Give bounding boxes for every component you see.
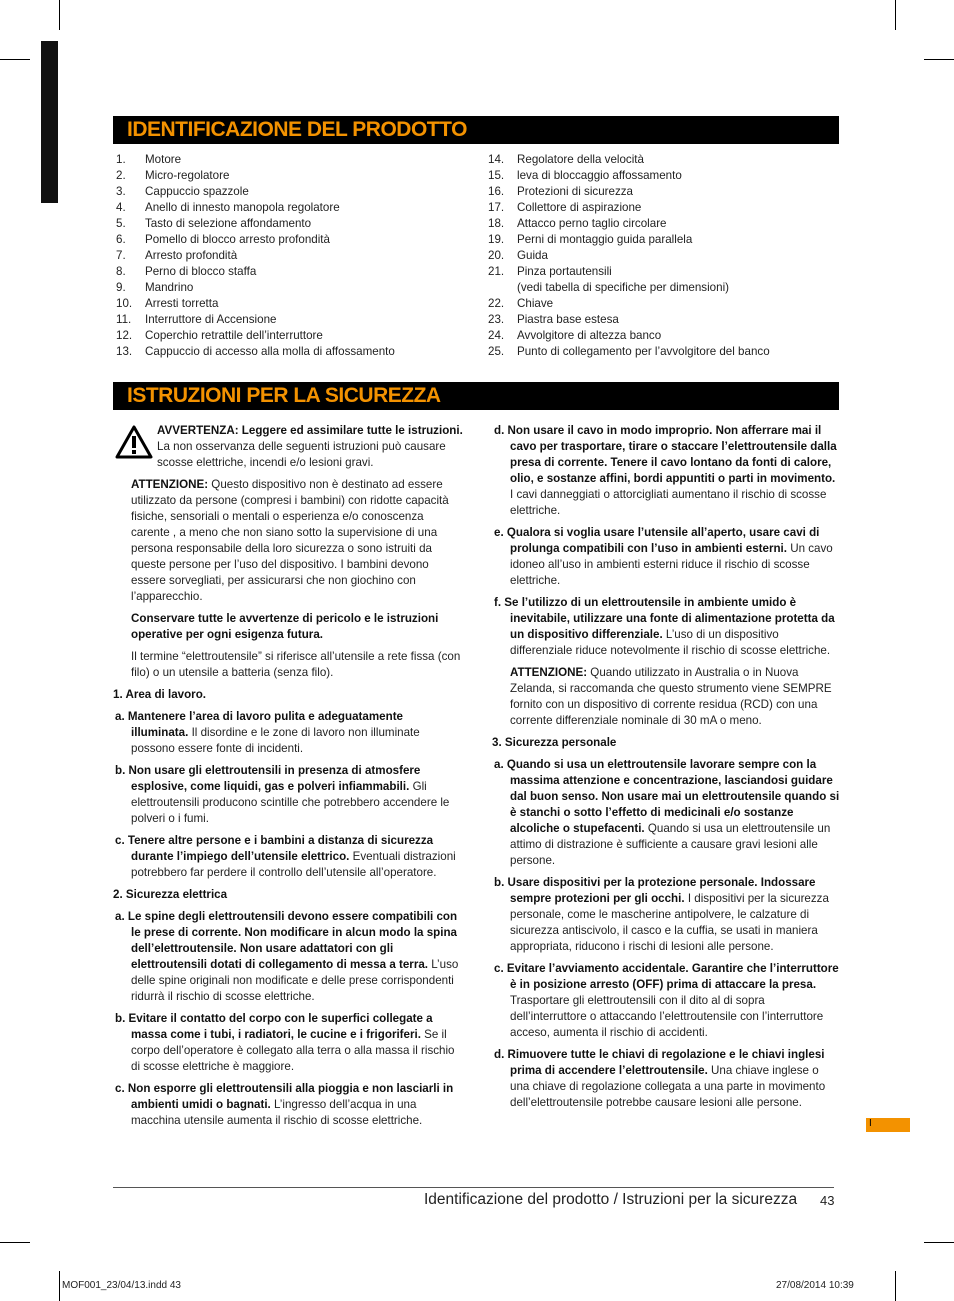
parts-list-item xyxy=(488,216,838,232)
heading-electrical-safety: 2. Sicurezza elettrica xyxy=(113,888,228,901)
parts-list-item xyxy=(488,328,838,344)
item-number: 10. xyxy=(116,297,133,310)
parts-list-left xyxy=(116,152,476,360)
item-3d: d. Rimuovere tutte le chiavi di regolazione e le chiavi inglesi prima di accendere l’elettroutensile. Una chiave inglese o una chiave di regolazione collegata a una parte in movimento dell’elettroutensile potrebbe causare lesioni alle persone. xyxy=(494,1048,826,1109)
item-2f: f. Se l’utilizzo di un elettroutensile in ambiente umido è inevitabile, utilizzare una fonte di alimentazione protetta da un dispositivo differenziale. L’uso di un dispositivo differenziale riduce notevolmente il rischio di scosse elettriche. xyxy=(494,596,835,657)
item-number: 19. xyxy=(488,233,505,246)
item-2a: a. Le spine degli elettroutensili devono essere compatibili con le prese di corrente. Non modificare in alcun modo la spina dell’elettroutensile. Non usare adattatori con gli elettroutensili dotati di collegamento di messa a terra. L’uso delle spine originali non modificate e delle prese corrispondenti ridurrà il rischio di scosse elettriche. xyxy=(115,910,459,1003)
crop-mark xyxy=(895,1271,896,1301)
parts-list-item xyxy=(488,296,838,312)
parts-list-item xyxy=(488,168,838,184)
item-number: 5. xyxy=(116,217,126,230)
parts-list-item xyxy=(116,312,476,328)
parts-list-item xyxy=(116,344,476,360)
item-label: Arresto profondità xyxy=(145,249,238,262)
item-2d: d. Non usare il cavo in modo improprio. Non afferrare mai il cavo per trasportare, tirare o staccare l’elettroutensile dalla presa di corrente. Tenere il cavo lontano da fonti di calore, olio, e sostanze affini, bordi appuntiti o parti in movimento. I cavi danneggiati o attorcigliati aumentano il rischio di scosse elettriche. xyxy=(494,424,837,517)
item-2b: b. Evitare il contatto del corpo con le superfici collegate a massa come i tubi, i radiatori, le cucine e i frigoriferi. Se il corpo dell’operatore è collegato alla terra o alla massa il rischio di scosse elettriche è maggiore. xyxy=(115,1012,455,1073)
item-number: 23. xyxy=(488,313,505,326)
section-header-safety xyxy=(113,382,839,410)
crop-mark xyxy=(924,59,954,60)
attention-rcd: ATTENZIONE: Quando utilizzato in Australia o in Nuova Zelanda, si raccomanda che questo strumento viene SEMPRE fornito con un dispositivo di corrente residua (RCD) con una corrente differenziale nominale di 30 mA o meno. xyxy=(510,666,832,727)
item-number: 8. xyxy=(116,265,126,278)
parts-list-right xyxy=(488,152,838,360)
item-3c: c. Evitare l’avviamento accidentale. Garantire che l’interruttore è in posizione arresto (OFF) prima di attaccare la presa. Trasportare gli elettroutensili con il dito al di sopra dell’interruttore o attaccando l’elettroutensile con l’interruttore acceso, aumenta il rischio di accidenti. xyxy=(494,962,839,1039)
item-number: 16. xyxy=(488,185,505,198)
item-label: leva di bloccaggio affossamento xyxy=(517,169,682,182)
item-number xyxy=(488,280,517,296)
item-label: Attacco perno taglio circolare xyxy=(517,217,667,230)
parts-list-item xyxy=(116,296,476,312)
item-label: Regolatore della velocità xyxy=(517,153,644,166)
item-number: 21. xyxy=(488,265,505,278)
section-header-identification xyxy=(113,116,839,144)
item-label: Micro-regolatore xyxy=(145,169,230,182)
parts-list-item xyxy=(488,184,838,200)
item-label: Anello di innesto manopola regolatore xyxy=(145,201,340,214)
item-2e: e. Qualora si voglia usare l’utensile all’aperto, usare cavi di prolunga compatibili con l’uso in ambienti esterni. Un cavo idoneo all’uso in ambienti esterni riduce il rischio di scosse elettriche. xyxy=(494,526,833,587)
item-1a: a. Mantenere l’area di lavoro pulita e adeguatamente illuminata. Il disordine e le zone di lavoro non illuminate possono essere fonte di incidenti. xyxy=(115,710,420,755)
parts-list-item xyxy=(116,232,476,248)
parts-list-item xyxy=(116,248,476,264)
item-label: Guida xyxy=(517,249,548,262)
language-tab: I xyxy=(866,1118,910,1132)
parts-list-item xyxy=(488,232,838,248)
section-title: IDENTIFICAZIONE DEL PRODOTTO xyxy=(127,118,467,141)
item-number: 6. xyxy=(116,233,126,246)
item-number: 17. xyxy=(488,201,505,214)
item-1b: b. Non usare gli elettroutensili in presenza di atmosfere esplosive, come liquidi, gas e polveri infiammabili. Gli elettroutensili producono scintille che potrebbero accendere le polveri o i fumi. xyxy=(115,764,450,825)
item-label: Pinza portautensili xyxy=(517,265,612,278)
warning-paragraph: AVVERTENZA: Leggere ed assimilare tutte le istruzioni. La non osservanza delle seguenti istruzioni può causare scosse elettriche, incendi e/o lesioni gravi. xyxy=(157,424,463,469)
item-label: Punto di collegamento per l’avvolgitore del banco xyxy=(517,345,770,358)
attention-paragraph: ATTENZIONE: Questo dispositivo non è destinato ad essere utilizzato da persone (compresi i bambini) con ridotte capacità fisiche, sensoriali o mentali o esperienza e/o conoscenza carente , a meno che non siano sotto la supervisione di una persona responsabile della loro sicurezza o sono istruiti da queste persone per l’uso del dispositivo. I bambini devono essere sorvegliati, per assicurarsi che non giochino con l’apparecchio. xyxy=(131,478,449,603)
safety-column-left xyxy=(113,423,463,1135)
item-number: 25. xyxy=(488,345,505,358)
parts-list-item xyxy=(488,312,838,328)
item-label: Arresti torretta xyxy=(145,297,219,310)
item-number: 22. xyxy=(488,297,505,310)
item-number: 13. xyxy=(116,345,133,358)
crop-mark xyxy=(924,1242,954,1243)
parts-list-item xyxy=(116,184,476,200)
item-number: 9. xyxy=(116,281,126,294)
keep-instructions: Conservare tutte le avvertenze di pericolo e le istruzioni operative per ogni esigenza futura. xyxy=(131,612,439,641)
item-number: 3. xyxy=(116,185,126,198)
parts-list-item xyxy=(488,200,838,216)
item-label: Collettore di aspirazione xyxy=(517,201,642,214)
item-number: 11. xyxy=(116,313,132,326)
item-number: 15. xyxy=(488,169,505,182)
item-number: 18. xyxy=(488,217,505,230)
footer-title: Identificazione del prodotto / Istruzioni per la sicurezza xyxy=(424,1191,798,1208)
item-label: Piastra base estesa xyxy=(517,313,619,326)
parts-list-item xyxy=(488,344,838,360)
parts-list-item xyxy=(116,216,476,232)
crop-mark xyxy=(895,0,896,30)
item-2c: c. Non esporre gli elettroutensili alla pioggia e non lasciarli in ambienti umidi o bagnati. L’ingresso dell’acqua in una macchina utensile aumenta il rischio di scosse elettriche. xyxy=(115,1082,454,1127)
item-number: 20. xyxy=(488,249,505,262)
parts-list-item xyxy=(488,264,838,280)
item-3a: a. Quando si usa un elettroutensile lavorare sempre con la massima attenzione e concentrazione, lasciandosi guidare dal buon senso. Non usare mai un elettroutensile quando si è stanchi o sotto l’effetto di medicinali e/o sostanze alcoliche o stupefacenti. Quando si usa un elettroutensile un attimo di distrazione è sufficiente a causare gravi lesioni alle persone. xyxy=(494,758,840,867)
item-1c: c. Tenere altre persone e i bambini a distanza di sicurezza durante l’impiego dell’utensile elettrico. Eventuali distrazioni potrebbero far perdere il controllo dell’utensile all’operatore. xyxy=(115,834,456,879)
item-number: 12. xyxy=(116,329,133,342)
item-number: 7. xyxy=(116,249,126,262)
item-label: Avvolgitore di altezza banco xyxy=(517,329,662,342)
crop-mark xyxy=(0,1242,30,1243)
slug-date-time: 27/08/2014 10:39 xyxy=(776,1280,854,1291)
item-label: Protezioni di sicurezza xyxy=(517,185,633,198)
heading-work-area: 1. Area di lavoro. xyxy=(113,688,206,701)
item-label: Perni di montaggio guida parallela xyxy=(517,233,693,246)
parts-list-item xyxy=(488,248,838,264)
item-label: Perno di blocco staffa xyxy=(145,265,257,278)
parts-list-item xyxy=(116,328,476,344)
safety-column-right xyxy=(492,423,840,1117)
item-label: Tasto di selezione affondamento xyxy=(145,217,312,230)
item-label: Motore xyxy=(145,153,182,166)
item-number: 2. xyxy=(116,169,126,182)
term-definition: Il termine “elettroutensile” si riferisce all’utensile a rete fissa (con filo) o un utensile a batteria (senza filo). xyxy=(131,650,461,679)
item-label: Interruttore di Accensione xyxy=(145,313,277,326)
crop-mark xyxy=(0,59,30,60)
item-label: Cappuccio spazzole xyxy=(145,185,249,198)
parts-list-item xyxy=(116,280,476,296)
item-number: 14. xyxy=(488,153,505,166)
page-number: 43 xyxy=(820,1193,835,1208)
item-label: Cappuccio di accesso alla molla di affossamento xyxy=(145,345,395,358)
parts-list-item xyxy=(116,152,476,168)
crop-mark xyxy=(59,1271,60,1301)
crop-mark xyxy=(59,0,60,30)
item-label: Mandrino xyxy=(145,281,194,294)
item-3b: b. Usare dispositivi per la protezione personale. Indossare sempre protezioni per gli occhi. I dispositivi per la sicurezza personale, come le mascherine antipolvere, le calzature di sicurezza antiscivolo, il casco e la cuffia, se usati in maniera appropriata, riducono i rischi di lesioni alle persone. xyxy=(494,876,829,953)
parts-list-item xyxy=(488,280,838,296)
side-color-bar xyxy=(41,41,58,203)
slug-file-info: MOF001_23/04/13.indd 43 xyxy=(62,1280,181,1291)
item-label: Pomello di blocco arresto profondità xyxy=(145,233,330,246)
item-number: 24. xyxy=(488,329,505,342)
parts-list-item xyxy=(116,168,476,184)
parts-list-item xyxy=(116,264,476,280)
item-label: (vedi tabella di specifiche per dimensioni) xyxy=(517,281,730,294)
item-label: Chiave xyxy=(517,297,554,310)
item-number: 1. xyxy=(116,153,126,166)
section-title: ISTRUZIONI PER LA SICUREZZA xyxy=(127,384,441,407)
item-number: 4. xyxy=(116,201,126,214)
heading-personal-safety: 3. Sicurezza personale xyxy=(492,736,617,749)
parts-list-item xyxy=(488,152,838,168)
item-label: Coperchio retrattile dell’interruttore xyxy=(145,329,323,342)
footer-divider xyxy=(113,1187,834,1188)
parts-list-item xyxy=(116,200,476,216)
